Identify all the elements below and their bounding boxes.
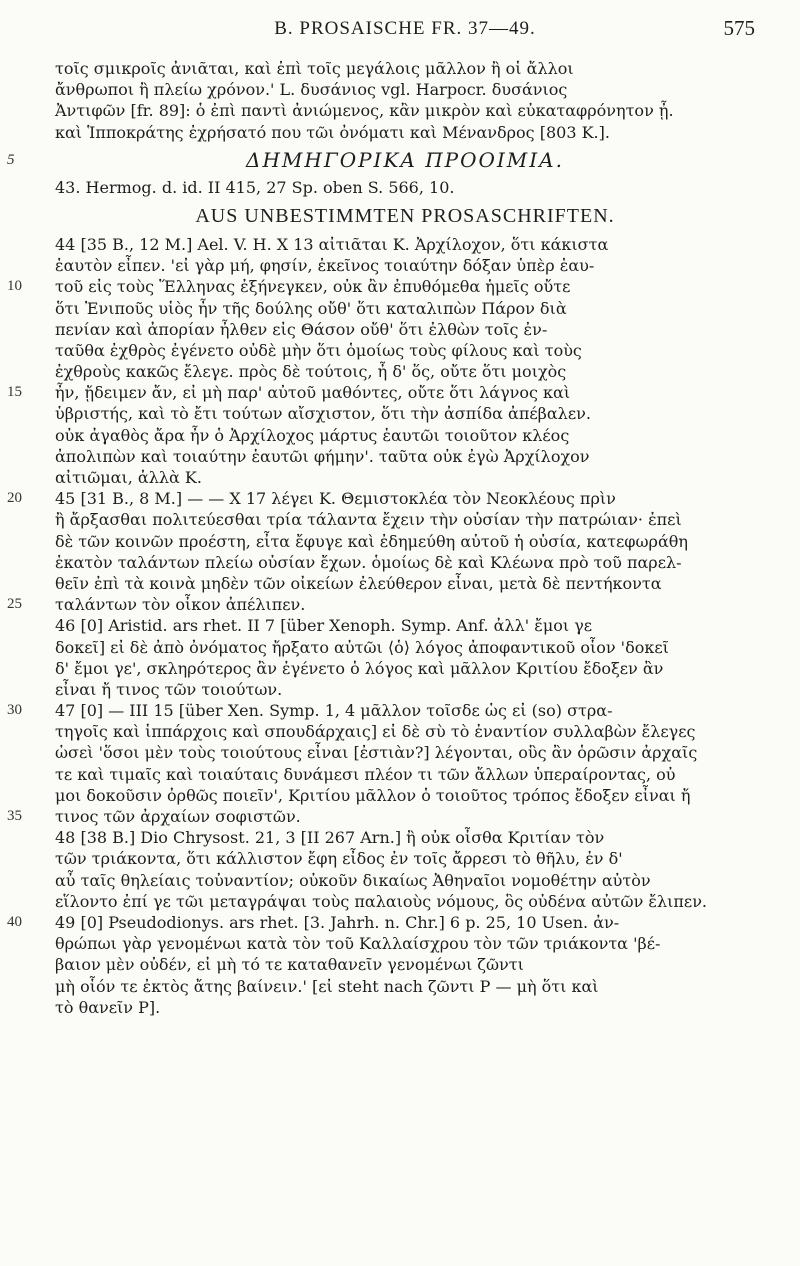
text-line bbox=[55, 827, 755, 848]
line-text: 46 [0] Aristid. ars rhet. II 7 [über Xenoph. Symp. Anf. ἀλλ' ἔμοι γε bbox=[55, 616, 593, 636]
text-line bbox=[55, 122, 755, 143]
line-text: ἢ ἄρξασθαι πολιτεύεσθαι τρία τάλαντα ἔχειν τὴν οὐσίαν τὴν πατρώιαν· ἐπεὶ bbox=[55, 510, 682, 530]
line-text: τινος τῶν ἀρχαίων σοφιστῶν. bbox=[55, 807, 301, 826]
text-line bbox=[55, 531, 755, 552]
section-heading bbox=[55, 198, 755, 234]
line-text: 48 [38 B.] Dio Chrysost. 21, 3 [II 267 Arn.] ἢ οὐκ οἶσθα Κριτίαν τὸν bbox=[55, 828, 605, 848]
line-text: τὸ θανεῖν P]. bbox=[55, 997, 161, 1017]
text-line bbox=[55, 425, 755, 446]
text-line bbox=[55, 361, 755, 382]
line-text: ὅτι Ἐνιποῦς υἱὸς ἦν τῆς δούλης οὔθ' ὅτι καταλιπὼν Πάρον διὰ bbox=[55, 298, 567, 318]
line-text: 44 [35 B., 12 M.] Ael. V. H. X 13 αἰτιᾶται Κ. Ἀρχίλοχον, ὅτι κάκιστα bbox=[55, 234, 609, 254]
line-number: 40 bbox=[7, 913, 22, 930]
line-text: πενίαν καὶ ἀπορίαν ἦλθεν εἰς Θάσον οὔθ' ὅτι ἐλθὼν τοῖς ἐν- bbox=[55, 319, 548, 339]
text-line bbox=[55, 58, 755, 79]
line-text: ἑαυτὸν εἶπεν. 'εἰ γὰρ μή, φησίν, ἐκεῖνος τοιαύτην δόξαν ὑπὲρ ἑαυ- bbox=[55, 256, 595, 276]
text-line bbox=[55, 177, 755, 198]
body-text bbox=[7, 58, 755, 1018]
text-line bbox=[55, 467, 755, 488]
text-line bbox=[7, 912, 755, 933]
text-line bbox=[55, 255, 755, 276]
text-line bbox=[55, 891, 755, 912]
line-text: τε καὶ τιμαῖς καὶ τοιαύταις δυνάμεσι πλέον τι τῶν ἄλλων ὑπεραίροντας, οὐ bbox=[55, 764, 676, 784]
line-number: 5 bbox=[7, 151, 17, 168]
text-line bbox=[55, 509, 755, 530]
text-line bbox=[55, 976, 755, 997]
text-line bbox=[55, 679, 755, 700]
line-text: Ἀντιφῶν [fr. 89]: ὁ ἐπὶ παντὶ ἀνιώμενος, κἂν μικρὸν καὶ εὐκαταφρόνητον ᾖ. bbox=[55, 101, 674, 121]
line-text: δοκεῖ] εἰ δὲ ἀπὸ ὀνόματος ἤρξατο αὐτῶι ⟨ὁ⟩ λόγος ἀποφαντικοῦ οἷον 'δοκεῖ bbox=[55, 637, 669, 657]
line-number: 10 bbox=[7, 278, 22, 295]
line-text: εἵλοντο ἐπί γε τῶι μεταγράψαι τοὺς παλαιοὺς νόμους, ὃς οὐδένα αὐτῶν ἔλιπεν. bbox=[55, 891, 708, 911]
line-text: ἀπολιπὼν καὶ τοιαύτην ἑαυτῶι φήμην'. ταῦτα οὐκ ἐγὼ Ἀρχίλοχον bbox=[55, 446, 590, 466]
line-text: 45 [31 B., 8 M.] — — X 17 λέγει Κ. Θεμιστοκλέα τὸν Νεοκλέους πρὶν bbox=[55, 489, 616, 509]
line-text: 49 [0] Pseudodionys. ars rhet. [3. Jahrh. n. Chr.] 6 p. 25, 10 Usen. ἀν- bbox=[55, 912, 620, 932]
text-line bbox=[55, 403, 755, 424]
line-text: ἐχθροὺς κακῶς ἔλεγε. πρὸς δὲ τούτοις, ἦ δ' ὅς, οὔτε ὅτι μοιχὸς bbox=[55, 362, 567, 382]
line-text: εἶναι ἤ τινος τῶν τοιούτων. bbox=[55, 679, 283, 699]
text-line bbox=[55, 615, 755, 636]
line-number: 20 bbox=[7, 490, 22, 507]
text-line bbox=[55, 319, 755, 340]
line-text: δὲ τῶν κοινῶν προέστη, εἶτα ἔφυγε καὶ ἐδημεύθη αὐτοῦ ἡ οὐσία, κατεφωράθη bbox=[55, 531, 688, 551]
text-line bbox=[55, 298, 755, 319]
text-line bbox=[7, 806, 755, 827]
page-header bbox=[55, 14, 755, 42]
text-line bbox=[55, 446, 755, 467]
text-line bbox=[55, 721, 755, 742]
line-text: μὴ οἷόν τε ἐκτὸς ἄτης βαίνειν.' [εἰ steht nach ζῶντι P — μὴ ὅτι καὶ bbox=[55, 976, 599, 996]
line-text: 43. Hermog. d. id. II 415, 27 Sp. oben S. 566, 10. bbox=[55, 177, 455, 197]
line-text: αὖ ταῖς θηλείαις τοὐναντίον; οὐκοῦν δικαίως Ἀθηναῖοι νομοθέτην αὐτὸν bbox=[55, 870, 651, 890]
line-text: ὑβριστής, καὶ τὸ ἔτι τούτων αἴσχιστον, ὅτι τὴν ἀσπίδα ἀπέβαλεν. bbox=[55, 404, 591, 424]
text-line bbox=[7, 382, 755, 403]
line-text: αἰτιῶμαι, ἀλλὰ Κ. bbox=[55, 468, 202, 487]
line-number: 35 bbox=[7, 808, 22, 824]
text-line bbox=[55, 848, 755, 869]
line-text: ὡσεὶ 'ὅσοι μὲν τοὺς τοιούτους εἶναι [ἐστιὰν?] λέγονται, οὓς ἂν ὁρῶσιν ἀρχαῖς bbox=[55, 743, 698, 763]
line-number: 30 bbox=[7, 702, 22, 719]
running-title: B. PROSAISCHE FR. 37—49. bbox=[274, 18, 536, 39]
line-text: βαιον μὲν οὐδέν, εἰ μὴ τό τε καταθανεῖν γενομένωι ζῶντι bbox=[55, 955, 524, 975]
text-line bbox=[55, 933, 755, 954]
line-number: 25 bbox=[7, 596, 22, 613]
text-line bbox=[55, 764, 755, 785]
text-line bbox=[7, 276, 755, 297]
line-text: τηγοῖς καὶ ἱππάρχοις καὶ σπουδάρχαις] εἰ δὲ σὺ τὸ ἐναντίον συλλαβὼν ἔλεγες bbox=[55, 722, 696, 742]
line-text: 47 [0] — III 15 [über Xen. Symp. 1, 4 μᾶλλον τοῖσδε ὡς εἰ (so) στρα- bbox=[55, 701, 613, 721]
line-text: ταλάντων τὸν οἶκον ἀπέλιπεν. bbox=[55, 595, 306, 615]
text-line bbox=[7, 700, 755, 721]
text-line bbox=[55, 870, 755, 891]
line-text: θρώπωι γὰρ γενομένωι κατὰ τὸν τοῦ Καλλαίσχρου τὸν τῶν τριάκοντα 'βέ- bbox=[55, 934, 661, 954]
line-text: μοι δοκοῦσιν ὀρθῶς ποιεῖν', Κριτίου μᾶλλον ὁ τοιοῦτος τρόπος ἔδοξεν εἶναι ἤ bbox=[55, 785, 691, 805]
line-text: ἑκατὸν ταλάντων πλείω οὐσίαν ἔχων. ὁμοίως δὲ καὶ Κλέωνα πρὸ τοῦ παρελ- bbox=[55, 552, 682, 572]
line-text: τοῦ εἰς τοὺς Ἕλληνας ἐξήνεγκεν, οὐκ ἂν ἐπυθόμεθα ἡμεῖς οὔτε bbox=[55, 277, 571, 297]
page-number: 575 bbox=[723, 16, 755, 40]
line-text: ἄνθρωποι ἢ πλείω χρόνον.' L. δυσάνιος vgl. Harpocr. δυσάνιος bbox=[55, 80, 568, 100]
text-line bbox=[55, 100, 755, 121]
text-line bbox=[55, 785, 755, 806]
line-text: οὐκ ἀγαθὸς ἄρα ἦν ὁ Ἀρχίλοχος μάρτυς ἑαυτῶι τοιοῦτον κλέος bbox=[55, 425, 570, 445]
text-line bbox=[55, 340, 755, 361]
text-line bbox=[55, 954, 755, 975]
section-heading bbox=[7, 143, 755, 177]
line-text: AUS UNBESTIMMTEN PROSASCHRIFTEN. bbox=[195, 204, 615, 227]
text-line bbox=[55, 742, 755, 763]
text-line bbox=[7, 594, 755, 615]
line-text: θεῖν ἐπὶ τὰ κοινὰ μηδὲν τῶν οἰκείων ἐλεύθερον εἶναι, μετὰ δὲ πεντήκοντα bbox=[55, 573, 662, 593]
line-text: τῶν τριάκοντα, ὅτι κάλλιστον ἔφη εἶδος ἐν τοῖς ἄρρεσι τὸ θῆλυ, ἐν δ' bbox=[55, 849, 623, 869]
text-line bbox=[55, 573, 755, 594]
line-text: καὶ Ἱπποκράτης ἐχρήσατό που τῶι ὀνόματι καὶ Μένανδρος [803 K.]. bbox=[55, 122, 610, 142]
line-text: δ' ἔμοι γε', σκληρότερος ἂν ἐγένετο ὁ λόγος καὶ μᾶλλον Κριτίου ἔδοξεν ἂν bbox=[55, 658, 664, 678]
line-text: ἦν, ᾔδειμεν ἄν, εἰ μὴ παρ' αὐτοῦ μαθόντες, οὔτε ὅτι λάγνος καὶ bbox=[55, 383, 571, 403]
line-text: τοῖς σμικροῖς ἀνιᾶται, καὶ ἐπὶ τοῖς μεγάλοις μᾶλλον ἢ οἱ ἄλλοι bbox=[55, 59, 574, 78]
line-text: ΔΗΜΗΓΟΡΙΚΑ ΠΡΟΟΙΜΙΑ. bbox=[246, 147, 564, 172]
text-line bbox=[55, 637, 755, 658]
text-line bbox=[55, 79, 755, 100]
text-line bbox=[55, 658, 755, 679]
text-line bbox=[55, 997, 755, 1018]
text-line bbox=[55, 552, 755, 573]
line-number: 15 bbox=[7, 384, 22, 401]
text-line bbox=[55, 234, 755, 255]
text-line bbox=[7, 488, 755, 509]
line-text: ταῦθα ἐχθρὸς ἐγένετο οὐδὲ μὴν ὅτι ὁμοίως τοὺς φίλους καὶ τοὺς bbox=[55, 340, 582, 360]
